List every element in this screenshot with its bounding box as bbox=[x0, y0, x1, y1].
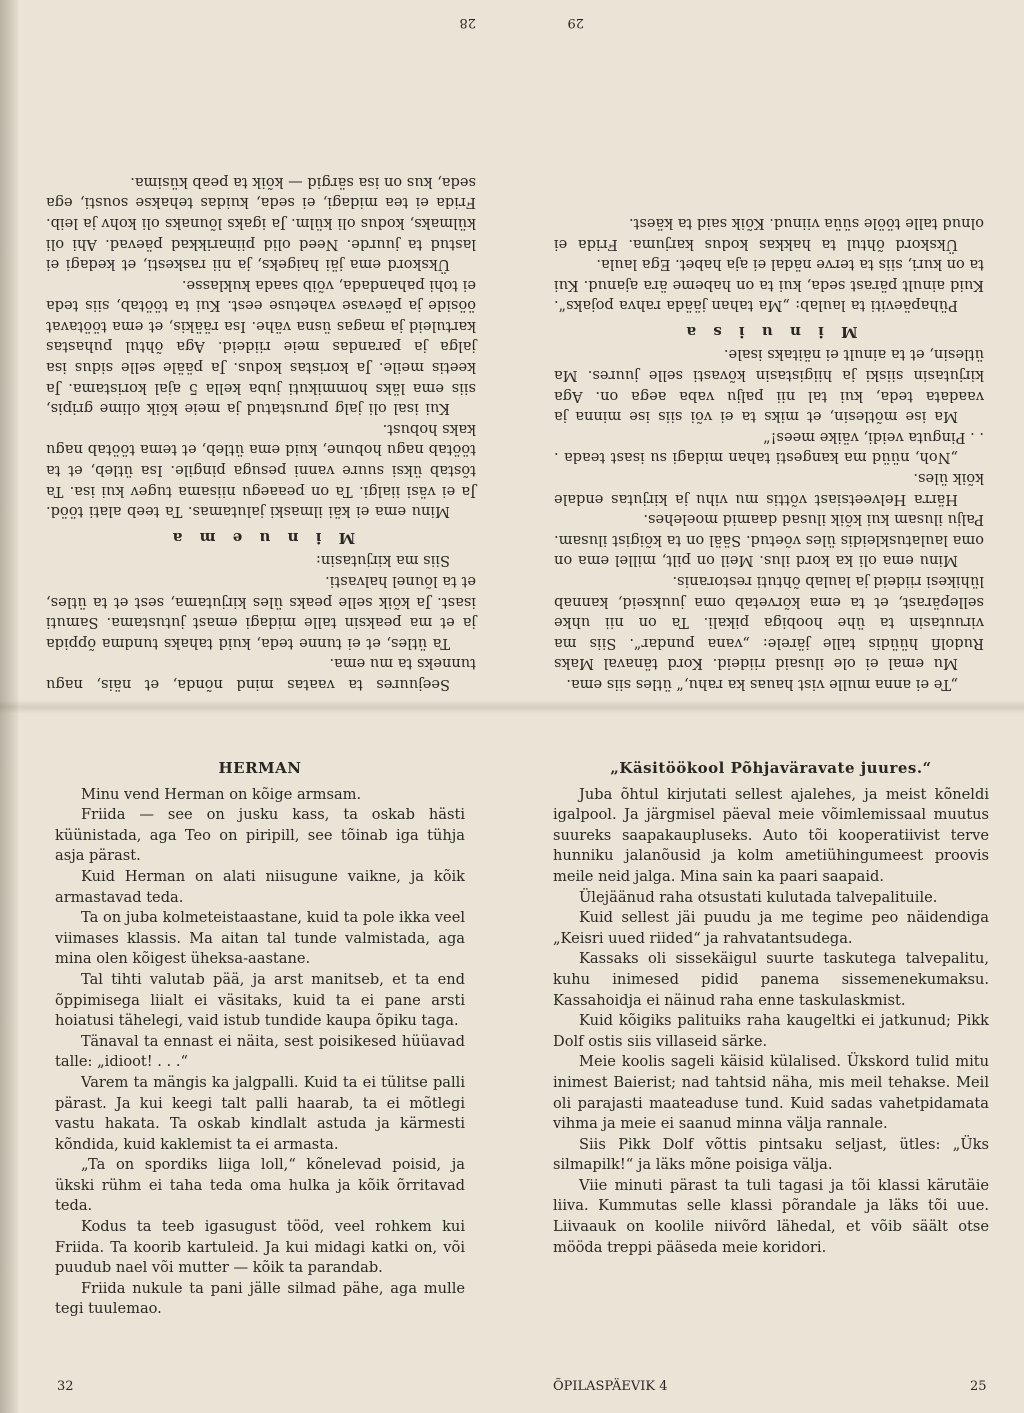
page-number: 25 bbox=[970, 1379, 987, 1394]
section-heading: M i n u e m a bbox=[166, 528, 356, 547]
page-25-column bbox=[553, 758, 989, 1258]
paragraph: Ma ise mõtlesin, et miks ta ei või siis ise minna ja vaadata teda, kui tal nii palju vaba aega on. Aga kirjutasin siiski ja hiigistasin kõvasti selle juures. Ma ütlesin, et ta ainult ei näitaks isale. bbox=[554, 346, 984, 426]
page-28-column bbox=[46, 171, 476, 694]
paragraph: „Ta on spordiks liiga loll,“ kõnelevad poisid, ja ükski rühm ei taha teda oma hulka ja kõik õrritavad teda. bbox=[55, 1156, 465, 1215]
paragraph: Ükskord õhtul ta hakkas kodus karjuma. Frida ei olnud talle tööle süüa viinud. Kõik said ta käest. bbox=[554, 214, 984, 253]
running-footer: ÕPILASPÄEVIK 4 bbox=[553, 1379, 668, 1394]
paragraph: Minu ema oli ka kord ilus. Meil on pilt, millel ema on oma laulatuskleidis üles võetud. Sääl on ta kõigist ilusam. Palju ilusam kui kõik ilusad daamid moelehes. bbox=[554, 511, 984, 570]
article-title: „Käsitöökool Põhjaväravate juures.“ bbox=[610, 759, 932, 777]
paragraph: Seejuures ta vaatas mind nõnda, et näis, nagu tunneks ta mu ema. bbox=[46, 655, 476, 693]
upright-pages bbox=[0, 706, 1024, 1413]
paragraph: Kuid sellest jäi puudu ja me tegime peo näidendiga „Keisri uued riided“ ja rahvatantsudega. bbox=[553, 909, 989, 947]
page-32-column bbox=[55, 758, 465, 1320]
paragraph: Ta on juba kolmeteistaastane, kuid ta pole ikka veel viimases klassis. Ma aitan tal tunde valmistada, aga mina olen kõigest üheksa-aastane. bbox=[55, 909, 465, 968]
page-number: 28 bbox=[459, 15, 476, 30]
paragraph: Juba õhtul kirjutati sellest ajalehes, ja meist kõneldi igalpool. Ja järgmisel päeval meie võimlemissaal muutus suureks saapakaupluseks. Auto tõi kooperatiivist terve hunniku jalanõusid ja kolm ametiühingumeest proovis meile neid jalga. Mina sain ka paari saapaid. bbox=[553, 785, 989, 885]
paragraph: Pühapäeviti ta laulab: „Ma tahan jääda rahva pojaks“. Kuid ainult pärast seda, kui ta on habeme ära ajanud. Kui ta on kuri, siis ta terve nädal ei aja habet. Ega laula. bbox=[554, 256, 984, 315]
paragraph: „Noh, nüüd ma kangesti tahan midagi su isast teada . . . Pinguta veidi, väike mees!“ bbox=[554, 428, 984, 467]
article-title: HERMAN bbox=[218, 759, 302, 777]
page-29-column bbox=[554, 212, 984, 694]
paragraph: Kui isal oli jalg purustatud ja meie kõik olime gripis, siis ema läks hommikuti juba kella 5 ajal koristama. Ja keetis meile. Ja koristas kodus. Ja pääle selle sidus isa jalga ja parandas meie riideid. Aga õhtul puhastas kartuleid ja magas üsna vähe. Isa rääkis, et ema töötavat ööside ja päevase vahetuse eest. Kui ta töötab, siis teda ei tohi pahandada, võib saada kuklasse. bbox=[46, 276, 476, 418]
paragraph: Viie minuti pärast ta tuli tagasi ja tõi klassi kärutäie liiva. Kummutas selle klassi põrandale ja läks tõi uue. Liivaauk on koolile niivõrd lähedal, et võib säält otse mööda treppi pääseda meie koridori. bbox=[553, 1176, 989, 1256]
paragraph: Kuid Herman on alati niisugune vaikne, ja kõik armastavad teda. bbox=[55, 867, 465, 906]
paragraph: Kassaks oli sissekäigul suurte taskutega talvepalitu, kuhu inimesed pidid panema sissemenekumaksu. Kassahoidja ei näinud raha enne taskulaskmist. bbox=[553, 950, 989, 1009]
paragraph: Siis ma kirjutasin: bbox=[315, 552, 450, 570]
paragraph: Ta ütles, et ei tunne teda, kuid tahaks tundma õppida ja et ma peaksin talle midagi emast jutustama. Samuti isast. Ja kõik selle peaks üles kirjutama, sest et ta ütles, et ta lõunel halvasti. bbox=[46, 573, 476, 652]
paragraph: Minu ema ei käi ilmaski jalutamas. Ta teeb alati tööd. Ja ei väsi iialgi. Ta on peaaegu niisama tugev kui isa. Ta tõstab üksi suure vanni pesuga pingile. Isa ütleb, et ta töötab nagu hobune, kuid ema ütleb, et tema töötab nagu kaks hobust. bbox=[46, 420, 476, 521]
page-number: 32 bbox=[57, 1379, 74, 1394]
paragraph: Tänaval ta ennast ei näita, sest poisikesed hüüavad talle: „idioot! . . .“ bbox=[55, 1032, 465, 1071]
paragraph: Meie koolis sageli käisid külalised. Ükskord tulid mitu inimest Baierist; nad tahtsid näha, mis meil tehakse. Meil oli parajasti maateaduse tund. Kuid sadas vahetpidamata vihma ja meie ei saanud minna välja rannale. bbox=[553, 1053, 989, 1133]
page-number: 29 bbox=[567, 15, 584, 30]
paragraph: Kuid kõigiks palituiks raha kaugeltki ei jatkunud; Pikk Dolf ostis siis villaseid särke. bbox=[553, 1012, 989, 1050]
paragraph: Tal tihti valutab pää, ja arst manitseb, et ta end õppimisega liialt ei väsitaks, kuid ta ei pane arsti hoiatusi tähelegi, vaid istub tundide kaupa õpiku taga. bbox=[55, 970, 465, 1030]
paragraph: Friida — see on jusku kass, ta oskab hästi küünistada, aga Teo on piripill, see tõinab iga tühja asja pärast. bbox=[55, 806, 465, 865]
paragraph: „Te ei anna mulle vist hauas ka rahu,“ ütles siis ema. bbox=[566, 676, 958, 693]
paragraph: Varem ta mängis ka jalgpalli. Kuid ta ei tülitse palli pärast. Ja kui keegi talt palli haarab, ta ei mõtlegi vastu hakata. Ta oskab kindlalt astuda ja kärmesti kõndida, kuid kaklemist ta ei armasta. bbox=[55, 1073, 465, 1153]
upside-down-pages bbox=[0, 0, 1024, 706]
section-heading: M i n u i s a bbox=[680, 322, 858, 341]
paragraph: Ülejäänud raha otsustati kulutada talvepalituile. bbox=[579, 888, 938, 906]
paragraph: Minu vend Herman on kõige armsam. bbox=[81, 785, 362, 803]
paragraph: Siis Pikk Dolf võttis pintsaku seljast, ütles: „Üks silmapilk!“ ja läks mõne poisiga välja. bbox=[553, 1135, 989, 1174]
paragraph: Härra Helveetsiast võttis mu vihu ja kirjutas endale kõik üles. bbox=[554, 470, 984, 508]
paragraph: Mu emal ei ole ilusaid riideid. Kord tänaval Maks Rudolfi hüüdis talle järele: „vana pundar“. Siis ma viruutasin ta ühe hoobiga pikali. Ta on nii uhke sellepärast, et ta ema kõrvetab oma juukseid, kannab lühikesi riideid ja laulab õhtuti restoranis. bbox=[554, 573, 984, 673]
paragraph: Kodus ta teeb igasugust tööd, veel rohkem kui Friida. Ta koorib kartuleid. Ja kui midagi katki on, või puudub nael või mutter — kõik ta parandab. bbox=[55, 1218, 465, 1277]
paragraph: Ükskord ema jäi haigeks, ja nii raskesti, et kedagi ei lastud ta juurde. Need olid piinarikkad päevad. Ahi oli külmaks, kodus oli külm. Ja igaks lõunaks oli kohv ja leib. Frida ei tea midagi, ei seda, kuidas tehakse sousti, ega seda, kus on isa särgid — kõik ta peab küsima. bbox=[46, 173, 476, 274]
paragraph: Friida nukule ta pani jälle silmad pähe, aga mulle tegi tuulemao. bbox=[55, 1279, 465, 1318]
